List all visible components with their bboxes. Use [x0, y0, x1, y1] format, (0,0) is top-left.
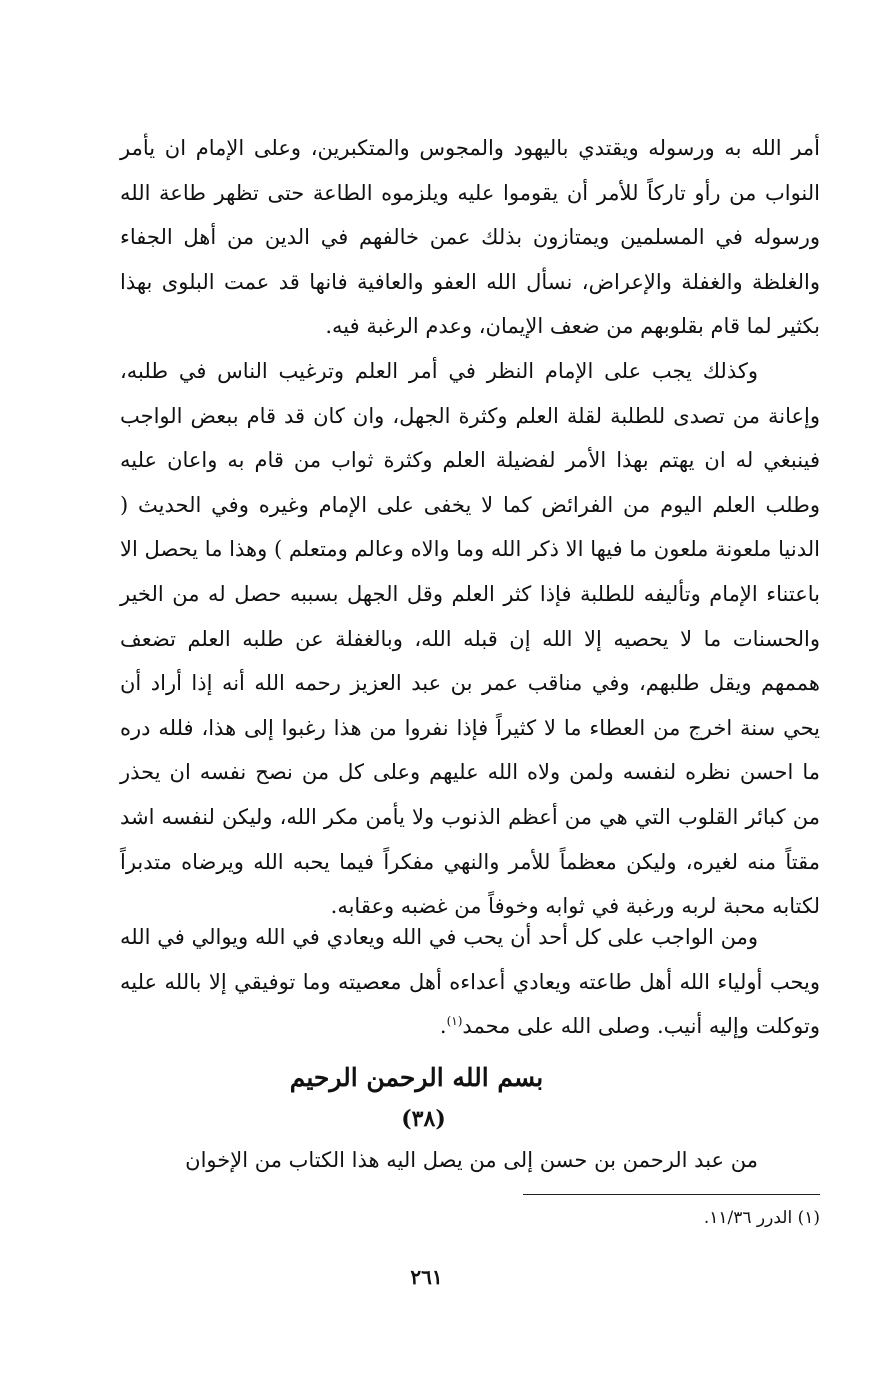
paragraph-3-end: . [439, 1014, 447, 1039]
paragraph-letter-opening [120, 1138, 820, 1183]
paragraph-4: من عبد الرحمن بن حسن إلى من يصل اليه هذا الكتاب من الإخوان [185, 1148, 758, 1172]
footnote: (١) الدرر ١١/٣٦. [703, 1208, 820, 1228]
paragraph-loyalty [120, 915, 820, 1049]
footnote-marker: (١) [446, 1014, 463, 1029]
page-number: ٢٦١ [410, 1265, 443, 1289]
paragraph-knowledge [120, 349, 820, 929]
footnote-divider [523, 1194, 820, 1195]
paragraph-1: أمر الله به ورسوله ويقتدي باليهود والمجوس والمتكبرين، وعلى الإمام ان يأمر النواب من رأو تاركاً للأمر أن يقوموا عليه ويلزموه الطاعة حتى تظهر طاعة الله ورسوله في المسلمين ويمتازون بذلك عمن خالفهم في الدين من أهل الجفاء والغلظة والغفلة والإعراض، نسأل الله العفو والعافية فانها قد عمت البلوى بهذا بكثير لما قام بقلوبهم من ضعف الإيمان، وعدم الرغبة فيه. [120, 136, 820, 339]
paragraph-3-text: ومن الواجب على كل أحد أن يحب في الله ويعادي في الله ويوالي في الله ويحب أولياء الله أهل طاعته ويعادي أعداءه أهل معصيته وما توفيقي إلا بالله عليه وتوكلت وإليه أنيب. وصلى الله على محمد [120, 925, 820, 1039]
paragraph-3 [120, 915, 820, 1049]
basmala-heading: بسم الله الرحمن الرحيم [289, 1063, 544, 1092]
letter-number: (٣٨) [401, 1106, 446, 1132]
paragraph-continuation [120, 126, 820, 349]
paragraph-2: وكذلك يجب على الإمام النظر في أمر العلم وترغيب الناس في طلبه، وإعانة من تصدى للطلبة لقلة العلم وكثرة الجهل، وان كان قد قام ببعض الواجب فينبغي له ان يهتم بهذا الأمر لفضيلة العلم وكثرة ثواب من قام به واعان عليه وطلب العلم اليوم من الفرائض كما لا يخفى على الإمام وغيره وفي الحديث ( الدنيا ملعونة ملعون ما فيها الا ذكر الله وما والاه وعالم ومتعلم ) وهذا ما يحصل الا باعتناء الإمام وتأليفه للطلبة فإذا كثر العلم وقل الجهل بسببه حصل له من الخير والحسنات ما لا يحصيه إلا الله إن قبله الله، وبالغفلة عن طلبه العلم تضعف هممهم ويقل طلبهم، وفي مناقب عمر بن عبد العزيز رحمه الله أنه إذا أراد أن يحي سنة اخرج من العطاء ما لا كثيراً فإذا نفروا من هذا رغبوا إلى هذا، فلله دره ما احسن نظره لنفسه ولمن ولاه الله عليهم وعلى كل من نصح نفسه ان يحذر من كبائر القلوب التي هي من أعظم الذنوب ولا يأمن مكر الله، وليكن لنفسه اشد مقتاً منه لغيره، وليكن معظماً للأمر والنهي مفكراً فيما يحبه الله ويرضاه متدبراً لكتابه محبة لربه ورغبة في ثوابه وخوفاً من غضبه وعقابه. [120, 359, 820, 919]
